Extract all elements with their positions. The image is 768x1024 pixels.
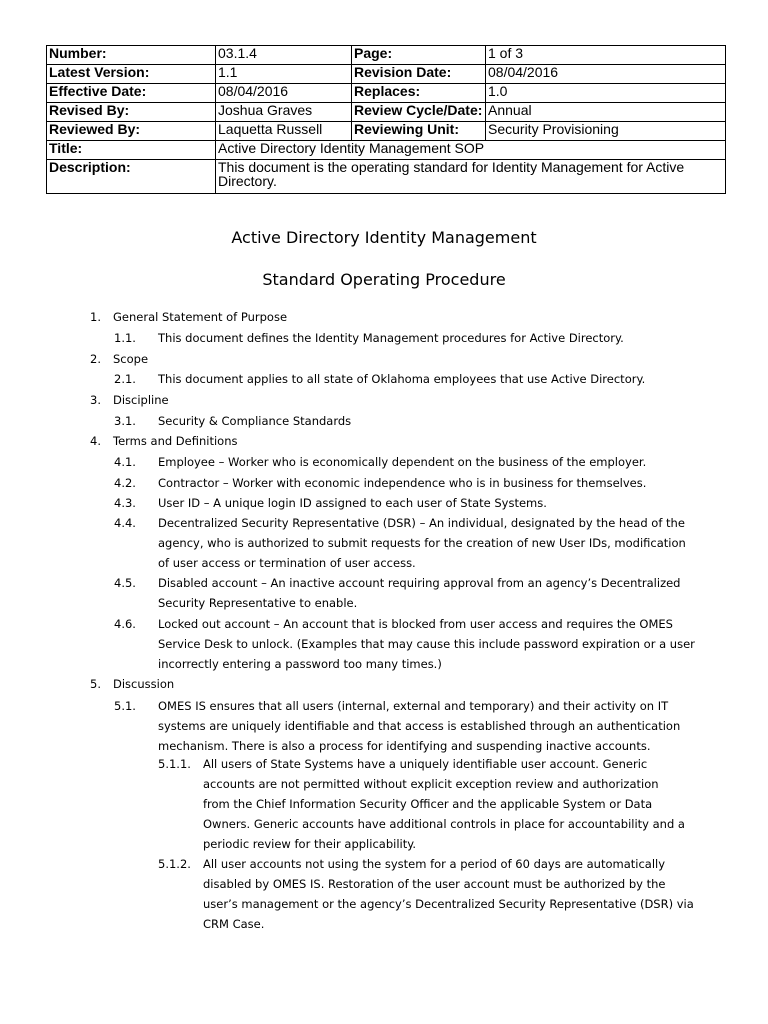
list-item-continuation: Owners. Generic accounts have additional controls in place for accountability and a	[203, 817, 685, 831]
reviewed-by-value: Laquetta Russell	[216, 122, 352, 141]
list-item-number: 5.1.	[114, 699, 136, 713]
review-cycle-label: Review Cycle/Date:	[352, 103, 486, 122]
list-item-continuation: periodic review for their applicability.	[203, 837, 417, 851]
list-item-text: Decentralized Security Representative (DSR) – An individual, designated by the head of the	[158, 516, 685, 530]
list-item-continuation: agency, who is authorized to submit requests for the creation of new User IDs, modification	[158, 536, 686, 550]
replaces-value: 1.0	[486, 84, 726, 103]
reviewing-unit-label: Reviewing Unit:	[352, 122, 486, 141]
description-line: Directory.	[218, 173, 277, 189]
reviewing-unit-value: Security Provisioning	[486, 122, 726, 141]
page-title: Active Directory Identity Management	[231, 228, 537, 247]
revised-by-label: Revised By:	[47, 103, 216, 122]
review-cycle-value: Annual	[486, 103, 726, 122]
list-item-number: 1.1.	[114, 331, 136, 345]
list-item-continuation: Service Desk to unlock. (Examples that may cause this include password expiration or a user	[158, 637, 695, 651]
number-value: 03.1.4	[216, 46, 352, 65]
list-item-text: This document defines the Identity Management procedures for Active Directory.	[158, 331, 624, 345]
list-item-continuation: accounts are not permitted without explicit exception review and authorization	[203, 777, 659, 791]
list-item-number: 4.	[90, 434, 101, 448]
list-item-text: User ID – A unique login ID assigned to each user of State Systems.	[158, 496, 547, 510]
list-item-text: All user accounts not using the system for a period of 60 days are automatically	[203, 857, 666, 871]
effective-date-value: 08/04/2016	[216, 84, 352, 103]
list-item-text: Employee – Worker who is economically dependent on the business of the employer.	[158, 455, 647, 469]
number-label: Number:	[47, 46, 216, 65]
list-item-text: Scope	[113, 352, 149, 366]
page-label: Page:	[352, 46, 486, 65]
title-value: Active Directory Identity Management SOP	[216, 141, 726, 160]
list-item-number: 4.3.	[114, 496, 136, 510]
table-row	[47, 141, 726, 160]
list-item-number: 2.	[90, 352, 101, 366]
list-item-text: Discipline	[113, 393, 169, 407]
list-item-continuation: mechanism. There is also a process for identifying and suspending inactive accounts.	[158, 739, 651, 753]
table-row	[47, 160, 726, 194]
list-item-number: 4.1.	[114, 455, 136, 469]
list-item-number: 4.2.	[114, 476, 136, 490]
list-item-text: General Statement of Purpose	[113, 310, 288, 324]
list-item-text: Disabled account – An inactive account requiring approval from an agency’s Decentralized	[158, 576, 681, 590]
list-item-text: This document applies to all state of Oklahoma employees that use Active Directory.	[158, 372, 646, 386]
description-value	[216, 160, 726, 194]
description-line: This document is the operating standard for Identity Management for Active	[218, 159, 685, 175]
latest-version-label: Latest Version:	[47, 65, 216, 84]
list-item-text: Security & Compliance Standards	[158, 414, 352, 428]
list-item-number: 4.4.	[114, 516, 136, 530]
replaces-label: Replaces:	[352, 84, 486, 103]
list-item-number: 5.1.1.	[158, 757, 191, 771]
revision-date-value: 08/04/2016	[486, 65, 726, 84]
list-item-text: All users of State Systems have a uniquely identifiable user account. Generic	[203, 757, 648, 771]
table-row	[47, 65, 726, 84]
revised-by-value: Joshua Graves	[216, 103, 352, 122]
list-item-text: Terms and Definitions	[113, 434, 238, 448]
document-metadata-table	[46, 45, 726, 194]
table-row	[47, 46, 726, 65]
list-item-text: Discussion	[113, 677, 175, 691]
list-item-number: 5.1.2.	[158, 857, 191, 871]
list-item-continuation: user’s management or the agency’s Decentralized Security Representative (DSR) via	[203, 897, 694, 911]
description-label: Description:	[47, 160, 216, 194]
list-item-continuation: incorrectly entering a password too many times.)	[158, 657, 442, 671]
list-item-number: 3.1.	[114, 414, 136, 428]
list-item-number: 4.5.	[114, 576, 136, 590]
list-item-text: Locked out account – An account that is blocked from user access and requires the OMES	[158, 617, 673, 631]
table-row	[47, 84, 726, 103]
list-item-number: 4.6.	[114, 617, 136, 631]
list-item-continuation: of user access or termination of user access.	[158, 556, 416, 570]
revision-date-label: Revision Date:	[352, 65, 486, 84]
list-item-number: 1.	[90, 310, 101, 324]
list-item-continuation: systems are uniquely identifiable and that access is established through an authentication	[158, 719, 681, 733]
effective-date-label: Effective Date:	[47, 84, 216, 103]
list-item-text: OMES IS ensures that all users (internal, external and temporary) and their activity on IT	[158, 699, 669, 713]
title-label: Title:	[47, 141, 216, 160]
reviewed-by-label: Reviewed By:	[47, 122, 216, 141]
list-item-number: 5.	[90, 677, 101, 691]
list-item-number: 3.	[90, 393, 101, 407]
page-value: 1 of 3	[486, 46, 726, 65]
list-item-number: 2.1.	[114, 372, 136, 386]
list-item-continuation: CRM Case.	[203, 917, 265, 931]
list-item-continuation: Security Representative to enable.	[158, 596, 358, 610]
list-item-continuation: disabled by OMES IS. Restoration of the user account must be authorized by the	[203, 877, 666, 891]
page-subtitle: Standard Operating Procedure	[262, 270, 506, 289]
list-item-text: Contractor – Worker with economic independence who is in business for themselves.	[158, 476, 647, 490]
latest-version-value: 1.1	[216, 65, 352, 84]
table-row	[47, 122, 726, 141]
table-row	[47, 103, 726, 122]
list-item-continuation: from the Chief Information Security Officer and the applicable System or Data	[203, 797, 653, 811]
